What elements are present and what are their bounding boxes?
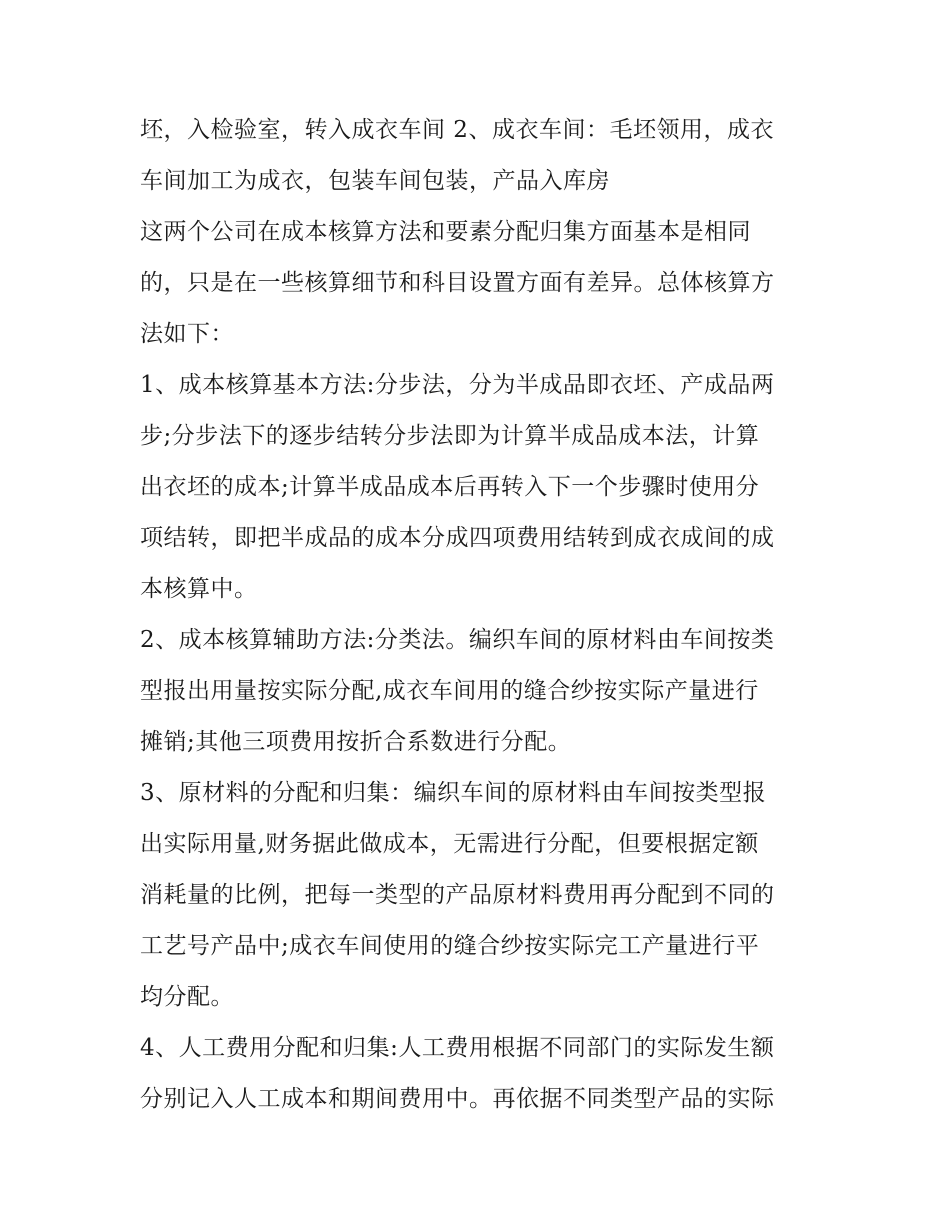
text-line: 的，只是在一些核算细节和科目设置方面有差异。总体核算方 bbox=[140, 270, 775, 296]
text-line: 摊销;其他三项费用按折合系数进行分配。 bbox=[140, 729, 572, 755]
text-line: 工艺号产品中;成衣车间使用的缝合纱按实际完工产量进行平 bbox=[140, 933, 760, 959]
text-line: 3、原材料的分配和归集：编织车间的原材料由车间按类型报 bbox=[140, 780, 767, 806]
text-line: 2、成本核算辅助方法:分类法。编织车间的原材料由车间按类 bbox=[140, 627, 775, 653]
text-line: 这两个公司在成本核算方法和要素分配归集方面基本是相同 bbox=[140, 219, 751, 245]
text-line: 步;分步法下的逐步结转分步法即为计算半成品成本法，计算 bbox=[140, 423, 760, 449]
text-line: 分别记入人工成本和期间费用中。再依据不同类型产品的实际 bbox=[140, 1086, 775, 1112]
text-line: 项结转，即把半成品的成本分成四项费用结转到成衣成间的成 bbox=[140, 525, 775, 551]
text-line: 1、成本核算基本方法:分步法，分为半成品即衣坯、产成品两 bbox=[140, 372, 775, 398]
text-line: 本核算中。 bbox=[140, 576, 258, 602]
text-line: 坯，入检验室，转入成衣车间 2、成衣车间：毛坯领用，成衣 bbox=[140, 117, 774, 143]
text-line: 型报出用量按实际分配,成衣车间用的缝合纱按实际产量进行 bbox=[140, 678, 759, 704]
document-body bbox=[140, 105, 820, 1125]
text-line: 均分配。 bbox=[140, 984, 234, 1010]
text-line: 法如下： bbox=[140, 321, 234, 347]
text-line: 消耗量的比例，把每一类型的产品原材料费用再分配到不同的 bbox=[140, 882, 775, 908]
text-line: 出衣坯的成本;计算半成品成本后再转入下一个步骤时使用分 bbox=[140, 474, 760, 500]
text-line: 车间加工为成衣，包装车间包装，产品入库房 bbox=[140, 168, 610, 194]
text-line: 出实际用量,财务据此做成本，无需进行分配，但要根据定额 bbox=[140, 831, 759, 857]
text-line: 4、人工费用分配和归集:人工费用根据不同部门的实际发生额 bbox=[140, 1035, 775, 1061]
